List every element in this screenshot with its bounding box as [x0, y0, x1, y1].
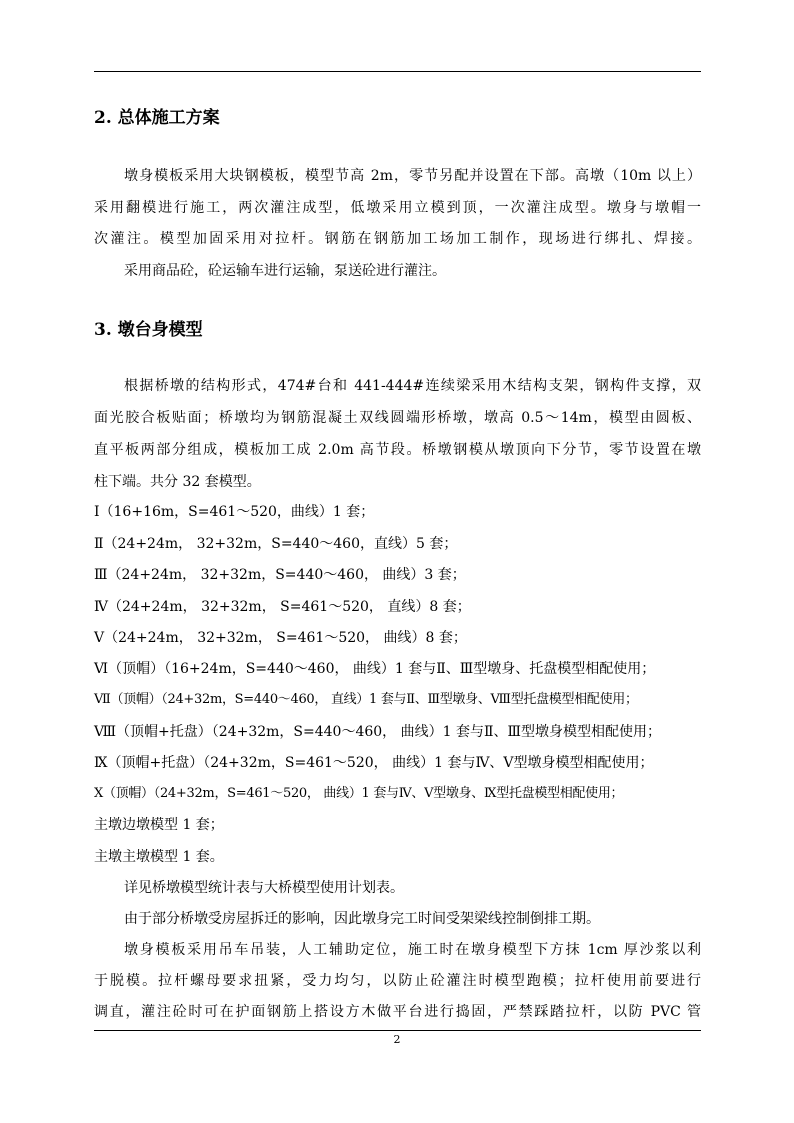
model-list-item: Ⅹ（顶帽）（24+32m，S=461～520， 曲线）1 套与Ⅳ、Ⅴ型墩身、Ⅸ型托盘模型相配使用； — [94, 786, 624, 801]
model-list-item: Ⅳ（24+24m， 32+32m， S=461～520， 直线）8 套； — [94, 599, 471, 615]
model-list-item: 主墩主墩模型 1 套。 — [94, 849, 224, 865]
section-heading-2: 2. 总体施工方案 — [94, 108, 220, 128]
header-rule — [94, 71, 701, 72]
section-heading-3: 3. 墩台身模型 — [94, 320, 203, 340]
model-list-item: Ⅰ（16+16m，S=461～520，曲线）1 套； — [94, 504, 375, 520]
paragraph-line: 墩身模板采用大块钢模板，模型节高 2m，零节另配并设置在下部。高墩（10m 以上） — [124, 168, 701, 184]
paragraph-line: 于脱模。拉杆螺母要求扭紧，受力均匀，以防止砼灌注时模型跑模；拉杆使用前要进行 — [94, 973, 701, 989]
paragraph-line: 由于部分桥墩受房屋拆迁的影响，因此墩身完工时间受架梁线控制倒排工期。 — [124, 911, 600, 927]
model-list-item: Ⅴ（24+24m， 32+32m， S=461～520， 曲线）8 套； — [94, 630, 467, 646]
paragraph-line: 次灌注。模型加固采用对拉杆。钢筋在钢筋加工场加工制作，现场进行绑扎、焊接。 — [94, 231, 701, 247]
paragraph-line: 采用翻模进行施工，两次灌注成型，低墩采用立模到顶，一次灌注成型。墩身与墩帽一 — [94, 200, 701, 216]
model-list-item: Ⅵ（顶帽）（16+24m，S=440～460， 曲线）1 套与Ⅱ、Ⅲ型墩身、托盘模型相配使用； — [94, 661, 656, 677]
paragraph-line: 直平板两部分组成，模板加工成 2.0m 高节段。桥墩钢模从墩顶向下分节，零节设置在墩 — [94, 442, 701, 458]
paragraph-line: 采用商品砼，砼运输车进行运输，泵送砼进行灌注。 — [124, 263, 446, 279]
paragraph-line: 墩身模板采用吊车吊装，人工辅助定位，施工时在墩身模型下方抹 1cm 厚沙浆以利 — [124, 942, 701, 958]
paragraph-line: 柱下端。共分 32 套模型。 — [94, 474, 261, 490]
paragraph-line: 调直，灌注砼时可在护面钢筋上搭设方木做平台进行捣固，严禁踩踏拉杆，以防 PVC 管 — [94, 1004, 701, 1020]
model-list-item: Ⅸ（顶帽+托盘）（24+32m，S=461～520， 曲线）1 套与Ⅳ、Ⅴ型墩身模型相配使用； — [94, 755, 654, 771]
page-number: 2 — [393, 1033, 401, 1046]
model-list-item: Ⅲ（24+24m， 32+32m，S=440～460， 曲线）3 套； — [94, 567, 466, 583]
model-list-item: Ⅱ（24+24m， 32+32m，S=440～460，直线）5 套； — [94, 536, 458, 552]
model-list-item: Ⅷ（顶帽+托盘）（24+32m，S=440～460， 曲线）1 套与Ⅱ、Ⅲ型墩身模型相配使用； — [94, 724, 662, 740]
paragraph-line: 详见桥墩模型统计表与大桥模型使用计划表。 — [124, 880, 404, 896]
model-list-item: 主墩边墩模型 1 套； — [94, 817, 224, 833]
paragraph-line: 根据桥墩的结构形式，474#台和 441-444#连续梁采用木结构支架，钢构件支撑，双 — [124, 378, 701, 394]
model-list-item: Ⅶ（顶帽）（24+32m，S=440～460， 直线）1 套与Ⅱ、Ⅲ型墩身、Ⅷ型托盘模型相配使用； — [94, 692, 638, 707]
paragraph-line: 面光胶合板贴面；桥墩均为钢筋混凝土双线圆端形桥墩，墩高 0.5～14m，模型由圆板、 — [94, 410, 701, 426]
footer-rule — [94, 1030, 701, 1031]
